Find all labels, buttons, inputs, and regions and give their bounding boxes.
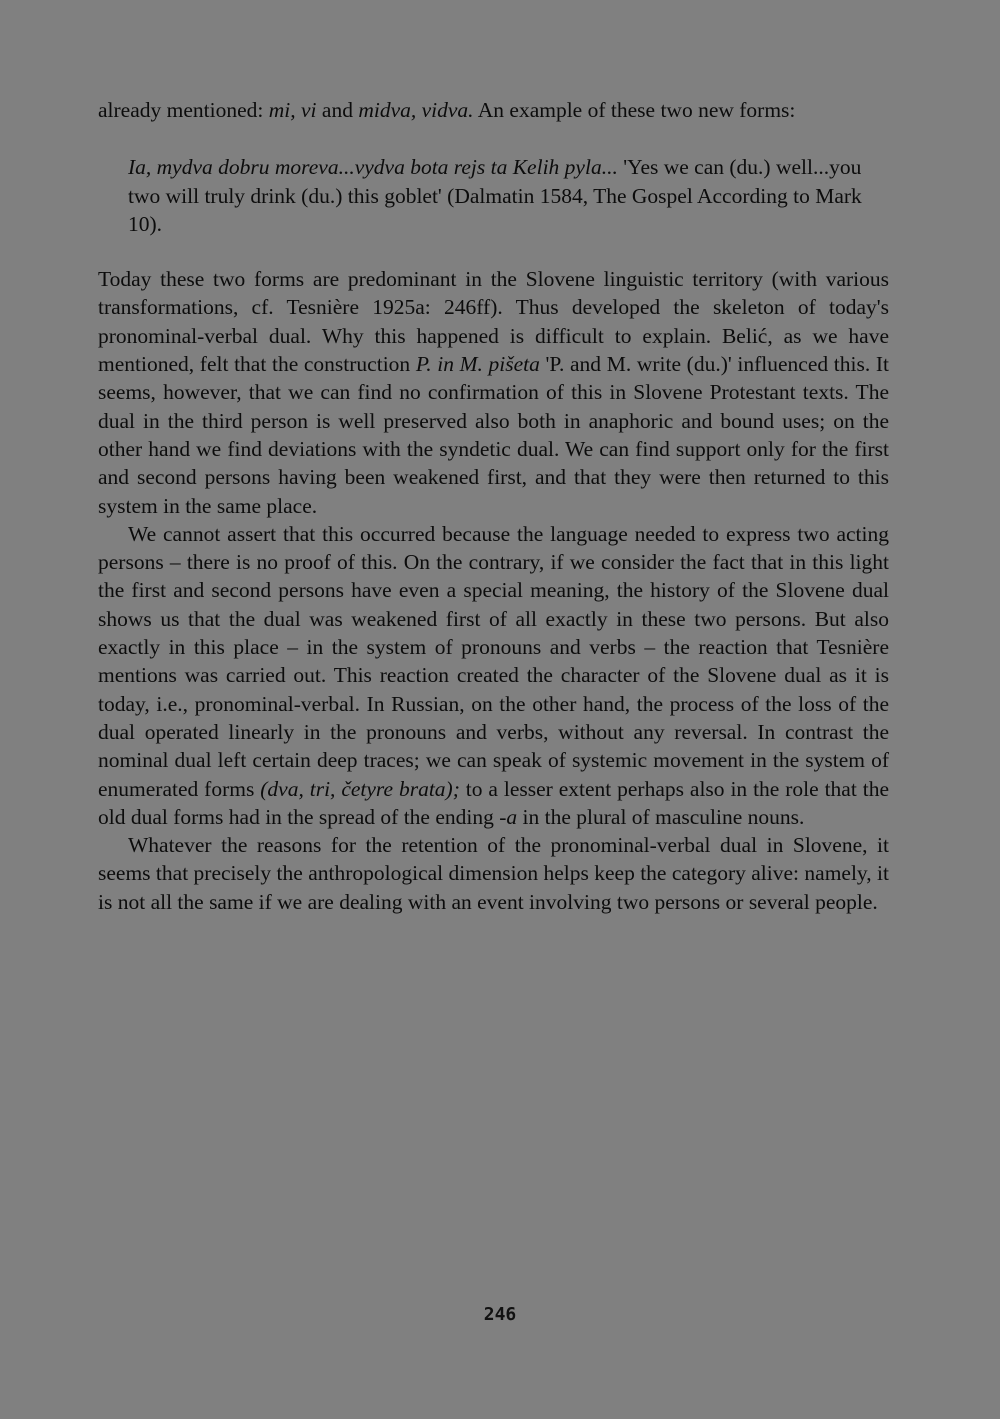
text-run: in the plural of masculine nouns. (517, 804, 805, 829)
italic-text: P. in M. pišeta (415, 352, 540, 377)
italic-text: -a (499, 804, 518, 829)
text-run: We cannot assert that this occurred because the language needed to express two acting persons – there is no proof of this. On the contrary, if we consider the fact that in this light the first and second persons have even a special meaning, the history of the Slovene dual shows us that the dual was weakened first of all exactly in these two persons. But also exactly in this place – in the system of pronouns and verbs – the reaction that Tesnière mentions was carried out. This reaction created the character of the Slovene dual as it is today, i.e., pronominal-verbal. In Russian, on the other hand, the process of the loss of the dual operated linearly in the pronouns and verbs, without any reversal. In contrast the nominal dual left certain deep traces; we can speak of systemic movement in the system of enumerated forms (98, 521, 889, 801)
paragraph-cannot-assert (98, 520, 889, 831)
text-run: Today these two forms are predominant in the Slovene linguistic territory (with various transformations, cf. Tesnière 1925a: 246ff). Thus developed the skeleton of today's pronominal-verbal dual. Why this happened is difficult to explain. Belić, as we have mentioned, felt that the construction (98, 267, 889, 377)
text-run: already mentioned: (98, 98, 269, 122)
italic-text: (dva, tri, četyre brata); (260, 776, 460, 801)
paragraph-today-forms (98, 265, 889, 520)
paragraph-intro (98, 96, 889, 124)
text-run: and (316, 98, 359, 122)
italic-text: Ia, mydva dobru moreva...vydva bota rejs ta Kelih pyla... (128, 155, 618, 180)
document-body (98, 96, 889, 916)
text-run: Whatever the reasons for the retention of the pronominal-verbal dual in Slovene, it seems that precisely the anthropological dimension helps keep the category alive: namely, it is not all the same if we are dealing with an event involving two persons or several people. (98, 833, 889, 914)
italic-text: midva, vidva. (358, 98, 474, 122)
text-run: 'Yes we can (du.) well...you two will truly drink (du.) this goblet' (Dalmatin 1584, The Gospel According to Mark 10). (128, 155, 862, 236)
italic-text: mi, vi (268, 98, 317, 122)
block-quote (128, 153, 889, 238)
text-run: to a lesser extent perhaps also in the role that the old dual forms had in the spread of the ending (98, 776, 889, 829)
page-number: 246 (483, 1304, 517, 1325)
paragraph-whatever-reasons (98, 831, 889, 916)
text-run: An example of these two new forms: (473, 98, 796, 122)
text-run: 'P. and M. write (du.)' influenced this. It seems, however, that we can find no confirmation of this in Slovene Protestant texts. The dual in the third person is well preserved also both in anaphoric and bound uses; on the other hand we find deviations with the syndetic dual. We can find support only for the first and second persons having been weakened first, and that they were then returned to this system in the same place. (98, 352, 889, 518)
